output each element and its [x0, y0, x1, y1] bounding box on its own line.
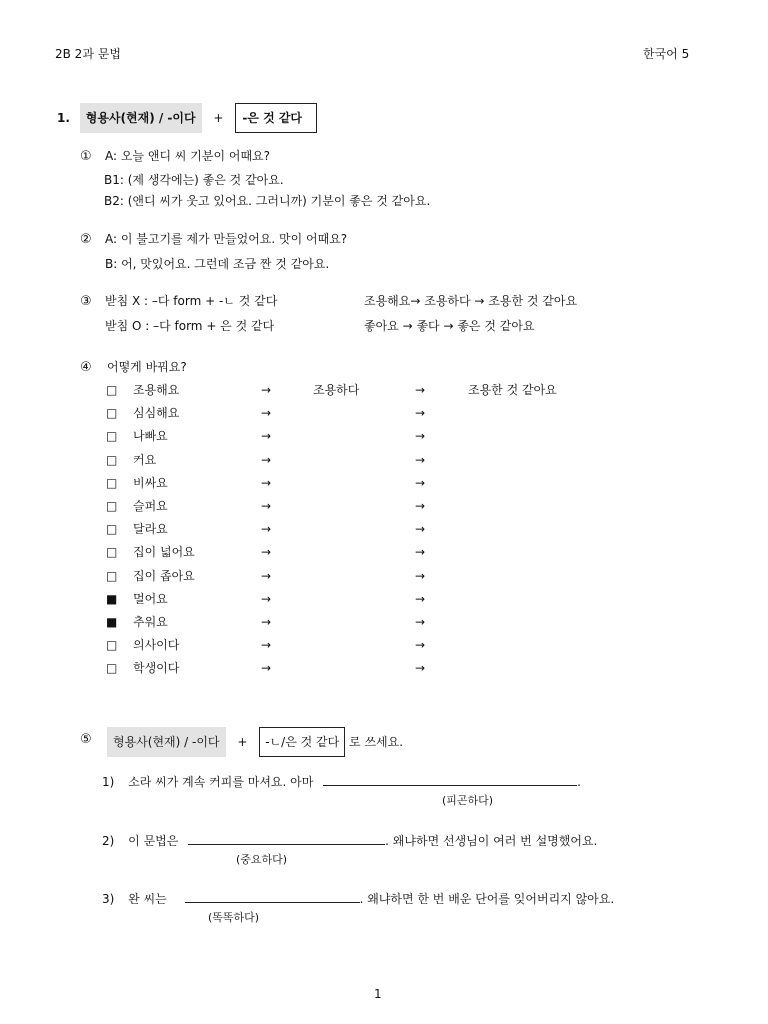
- page-number: 1: [374, 987, 382, 1001]
- row-word: 비싸요: [133, 476, 168, 490]
- row-word: 조용해요: [133, 383, 180, 397]
- arrow-icon: →: [261, 638, 272, 652]
- section1-heading: [57, 103, 317, 133]
- ex4-title: 어떻게 바꿔요?: [107, 360, 187, 374]
- marker-2: ②: [80, 232, 92, 247]
- arrow-icon: →: [261, 592, 272, 606]
- row-checkbox[interactable]: □: [106, 383, 118, 397]
- row-dictionary-form: 조용하다: [313, 383, 360, 397]
- arrow-icon: →: [415, 383, 426, 397]
- row-checkbox[interactable]: □: [106, 406, 118, 420]
- arrow-icon: →: [415, 615, 426, 629]
- arrow-icon: →: [415, 522, 426, 536]
- ex1-line: A: 오늘 앤디 씨 기분이 어때요?: [105, 149, 270, 163]
- ex2-line: B: 어, 맛있어요. 그런데 조금 짠 것 같아요.: [105, 257, 330, 271]
- item-number: 2): [102, 834, 115, 848]
- arrow-icon: →: [261, 476, 272, 490]
- item-number: 3): [102, 892, 115, 906]
- arrow-icon: →: [415, 545, 426, 559]
- row-word: 학생이다: [133, 661, 180, 675]
- row-checkbox[interactable]: □: [106, 499, 118, 513]
- section5-heading: [107, 727, 403, 757]
- row-word: 심심해요: [133, 406, 180, 420]
- arrow-icon: →: [415, 453, 426, 467]
- item-prompt: 소라 씨가 계속 커피를 마셔요. 아마: [128, 775, 314, 789]
- row-checkbox[interactable]: □: [106, 569, 118, 583]
- row-word: 멀어요: [133, 592, 168, 606]
- marker-4: ④: [80, 360, 92, 375]
- marker-5: ⑤: [80, 732, 92, 747]
- row-checkbox[interactable]: □: [106, 545, 118, 559]
- exercise-item: [102, 890, 614, 907]
- arrow-icon: →: [261, 522, 272, 536]
- item-number: 1): [102, 775, 115, 789]
- grammar-pattern: -ㄴ/은 것 같다: [259, 727, 345, 757]
- row-checkbox[interactable]: ■: [106, 615, 118, 629]
- exercise-item: [102, 773, 581, 790]
- plus-sign: +: [237, 735, 248, 749]
- header-left: 2B 2과 문법: [55, 47, 121, 61]
- row-checkbox[interactable]: □: [106, 522, 118, 536]
- row-word: 달라요: [133, 522, 168, 536]
- row-word: 커요: [133, 453, 157, 467]
- row-word: 의사이다: [133, 638, 180, 652]
- row-checkbox[interactable]: □: [106, 429, 118, 443]
- rule-left: 받침 X : –다 form + -ㄴ 것 같다: [105, 294, 278, 308]
- rule-right: 조용해요→ 조용하다 → 조용한 것 같아요: [364, 294, 578, 308]
- exercise-item: [102, 832, 597, 849]
- arrow-icon: →: [415, 638, 426, 652]
- answer-blank[interactable]: [323, 773, 577, 786]
- arrow-icon: →: [415, 429, 426, 443]
- section-number: 1.: [57, 111, 70, 125]
- arrow-icon: →: [261, 406, 272, 420]
- arrow-icon: →: [261, 499, 272, 513]
- answer-blank[interactable]: [188, 832, 385, 845]
- row-checkbox[interactable]: □: [106, 661, 118, 675]
- row-word: 추워요: [133, 615, 168, 629]
- row-word: 나빠요: [133, 429, 168, 443]
- instruction-suffix: 로 쓰세요.: [349, 735, 404, 749]
- arrow-icon: →: [261, 383, 272, 397]
- row-checkbox[interactable]: ■: [106, 592, 118, 606]
- row-checkbox[interactable]: □: [106, 476, 118, 490]
- arrow-icon: →: [261, 569, 272, 583]
- ex1-line: B1: (제 생각에는) 좋은 것 같아요.: [104, 173, 284, 187]
- item-ending: .: [577, 775, 581, 789]
- plus-sign: +: [213, 111, 224, 125]
- marker-3: ③: [80, 294, 92, 309]
- rule-right: 좋아요 → 좋다 → 좋은 것 같아요: [364, 319, 535, 333]
- item-prompt: 이 문법은: [128, 834, 179, 848]
- grammar-label: 형용사(현재) / -이다: [80, 103, 202, 133]
- item-prompt: 완 씨는: [128, 892, 167, 906]
- row-result: 조용한 것 같아요: [468, 383, 557, 397]
- row-word: 집이 넓어요: [133, 545, 195, 559]
- row-checkbox[interactable]: □: [106, 638, 118, 652]
- item-ending: . 왜냐하면 선생님이 여러 번 설명했어요.: [385, 834, 598, 848]
- arrow-icon: →: [261, 429, 272, 443]
- arrow-icon: →: [261, 545, 272, 559]
- arrow-icon: →: [261, 661, 272, 675]
- row-checkbox[interactable]: □: [106, 453, 118, 467]
- item-hint: (피곤하다): [442, 794, 494, 807]
- rule-left: 받침 O : –다 form + 은 것 같다: [105, 319, 275, 333]
- arrow-icon: →: [415, 476, 426, 490]
- arrow-icon: →: [261, 615, 272, 629]
- ex2-line: A: 이 불고기를 제가 만들었어요. 맛이 어때요?: [105, 232, 348, 246]
- arrow-icon: →: [415, 406, 426, 420]
- row-word: 집이 좁아요: [133, 569, 195, 583]
- item-ending: . 왜냐하면 한 번 배운 단어를 잊어버리지 않아요.: [359, 892, 615, 906]
- arrow-icon: →: [261, 453, 272, 467]
- arrow-icon: →: [415, 569, 426, 583]
- arrow-icon: →: [415, 499, 426, 513]
- ex1-line: B2: (앤디 씨가 웃고 있어요. 그러니까) 기분이 좋은 것 같아요.: [104, 194, 431, 208]
- grammar-label: 형용사(현재) / -이다: [107, 727, 226, 757]
- marker-1: ①: [80, 149, 92, 164]
- arrow-icon: →: [415, 592, 426, 606]
- answer-blank[interactable]: [185, 890, 360, 903]
- item-hint: (똑똑하다): [208, 911, 260, 924]
- header-right: 한국어 5: [643, 47, 690, 61]
- grammar-pattern: -은 것 같다: [235, 103, 317, 133]
- item-hint: (중요하다): [236, 853, 288, 866]
- arrow-icon: →: [415, 661, 426, 675]
- row-word: 슬퍼요: [133, 499, 168, 513]
